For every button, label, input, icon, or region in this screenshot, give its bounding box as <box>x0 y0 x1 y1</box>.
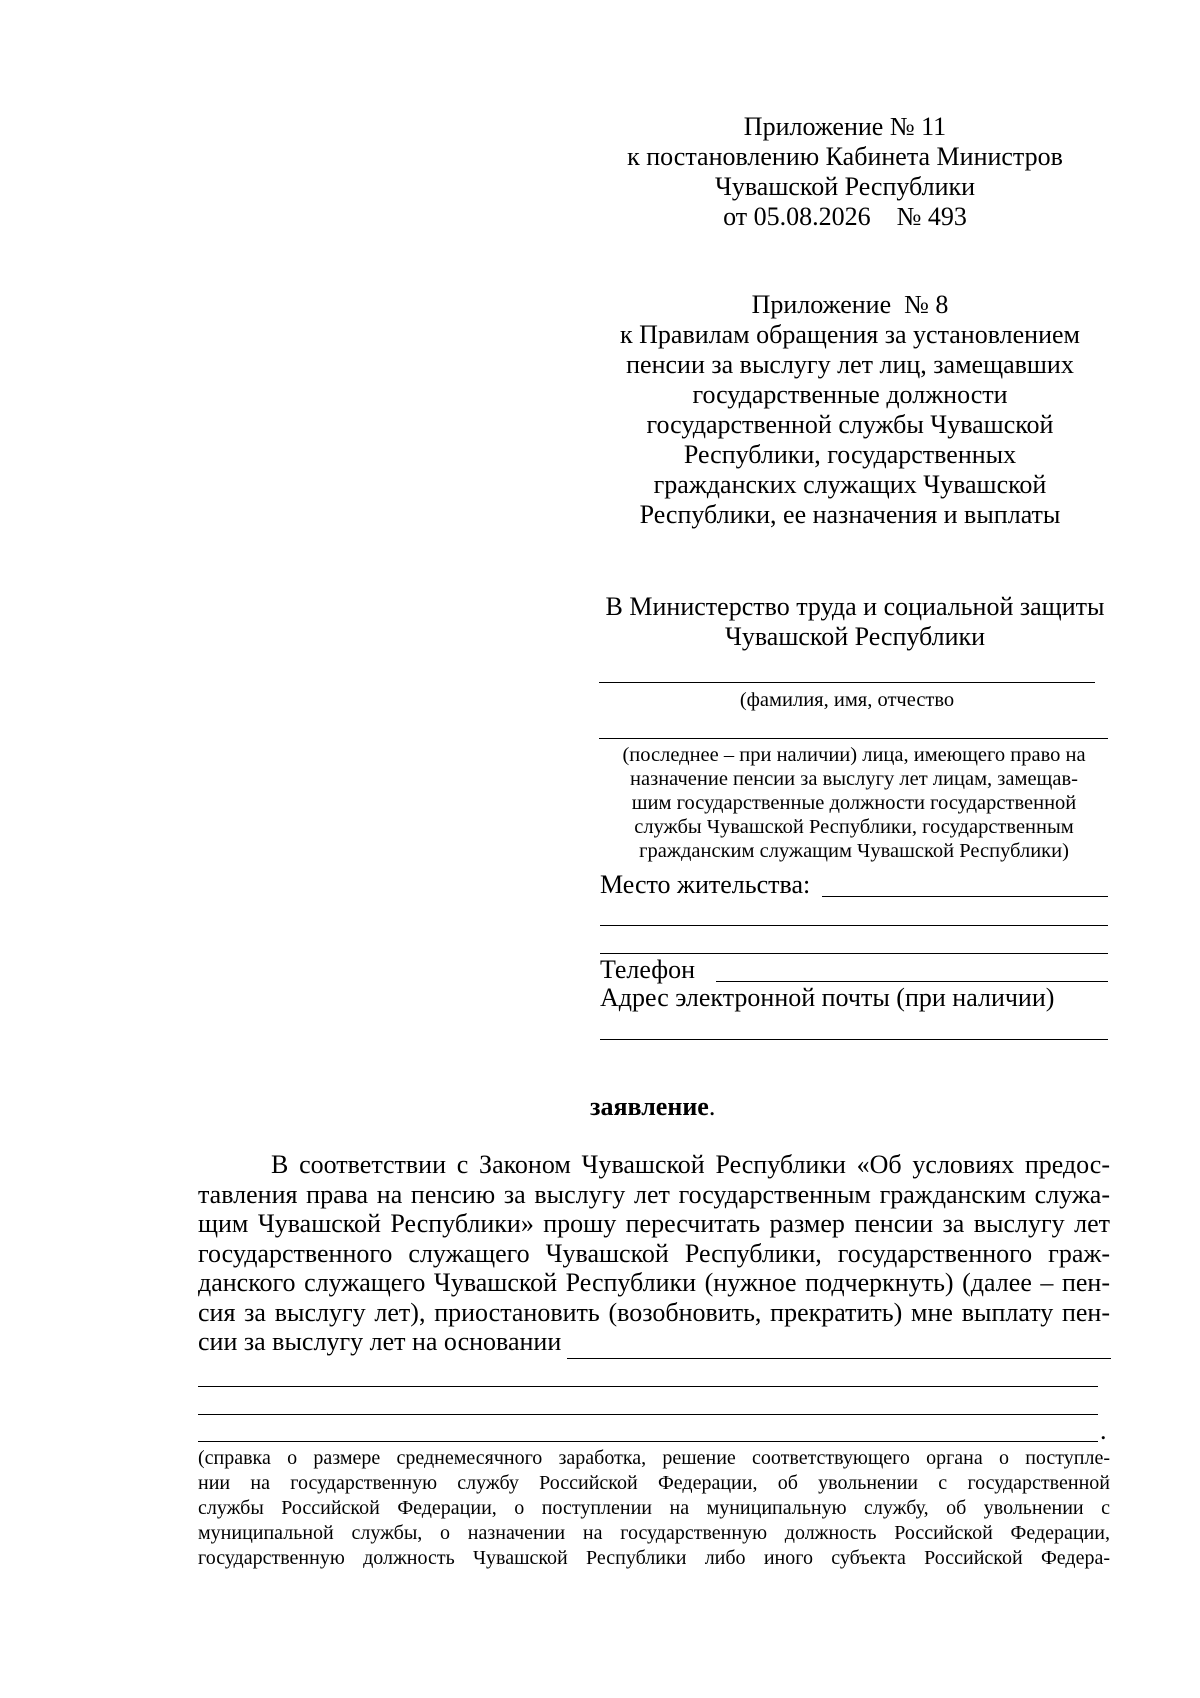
fio-hint-line: назначение пенсии за выслугу лет лицам, замещав- <box>630 768 1078 790</box>
fio-hint-continued <box>594 743 1114 863</box>
basis-input-line-2[interactable] <box>198 1386 1098 1387</box>
residence-label: Место жительства: <box>600 870 811 899</box>
statement-title <box>590 1092 715 1122</box>
fio-input-line-2[interactable] <box>599 738 1108 739</box>
basis-input-line[interactable] <box>567 1358 1111 1359</box>
email-label: Адрес электронной почты (при наличии) <box>600 983 1055 1012</box>
basis-end-dot: . <box>1100 1416 1107 1445</box>
fio-hint: (фамилия, имя, отчество <box>739 689 955 711</box>
note-line: (справка о размере среднемесячного заработка, решение соответствующего органа о поступле- <box>198 1447 1110 1469</box>
addressee-republic: Чувашской Республики <box>724 622 986 651</box>
appendix-8-line: Республики, ее назначения и выплаты <box>639 500 1061 529</box>
appendix-8-line: Приложение № 8 <box>751 290 949 319</box>
appendix-8-header <box>600 290 1100 530</box>
note-line: нии на государственную службу Российской Федерации, об увольнении с государственной <box>198 1472 1110 1494</box>
appendix-11-resolution: к постановлению Кабинета Министров <box>627 142 1063 171</box>
note-line: государственную должность Чувашской Республики либо иного субъекта Российской Федера- <box>198 1547 1110 1569</box>
appendix-8-line: Республики, государственных <box>683 440 1017 469</box>
appendix-8-line: к Правилам обращения за установлением <box>620 320 1080 349</box>
statement-last-line: сии за выслугу лет на основании <box>198 1327 562 1356</box>
fio-hint-line: шим государственные должности государственной <box>631 792 1077 814</box>
appendix-11-number: Приложение № 11 <box>743 112 947 141</box>
statement-line: сия за выслугу лет), приостановить (возобновить, прекратить) мне выплату пен- <box>198 1297 1110 1327</box>
statement-line: государственного служащего Чувашской Республики, государственного граж- <box>198 1238 1110 1268</box>
appendix-8-line: пенсии за выслугу лет лиц, замещавших <box>626 350 1074 379</box>
statement-line: данского служащего Чувашской Республики (нужное подчеркнуть) (далее – пен- <box>198 1268 1110 1297</box>
addressee-ministry: В Министерство труда и социальной защиты <box>605 592 1105 621</box>
statement-title-dot: . <box>708 1092 716 1121</box>
statement-line: тавления права на пенсию за выслугу лет государственным гражданским служа- <box>198 1179 1110 1209</box>
statement-line: щим Чувашской Республики» прошу пересчитать размер пенсии за выслугу лет <box>198 1209 1110 1238</box>
fio-hint-line: (последнее – при наличии) лица, имеющего право на <box>622 744 1086 766</box>
phone-input-line[interactable] <box>716 981 1108 982</box>
appendix-11-republic: Чувашской Республики <box>714 172 976 201</box>
appendix-11-header <box>610 112 1080 232</box>
fio-hint-line: службы Чувашской Республики, государственным <box>634 816 1074 838</box>
appendix-8-line: гражданских служащих Чувашской <box>653 470 1047 499</box>
fio-input-line[interactable] <box>599 682 1095 683</box>
residence-input-line[interactable] <box>822 896 1108 897</box>
statement-title-text: заявление <box>590 1092 709 1121</box>
basis-input-line-3[interactable] <box>198 1414 1098 1415</box>
statement-body <box>198 1150 1110 1357</box>
note-line: муниципальной службы, о назначении на государственную должность Российской Федерации, <box>198 1522 1110 1544</box>
residence-input-line-3[interactable] <box>600 953 1108 954</box>
appendix-8-line: государственной службы Чувашской <box>646 410 1054 439</box>
statement-line <box>198 1327 1110 1357</box>
note-line: службы Российской Федерации, о поступлении на муниципальную службу, об увольнении с <box>198 1497 1110 1519</box>
phone-label: Телефон <box>600 955 696 984</box>
fio-hint-line: гражданским служащим Чувашской Республики) <box>639 840 1069 862</box>
appendix-11-date: от 05.08.2026 № 493 <box>723 202 967 231</box>
statement-line: В соответствии с Законом Чувашской Республики «Об условиях предос- <box>271 1150 1110 1179</box>
appendix-8-line: государственные должности <box>692 380 1008 409</box>
email-input-line[interactable] <box>600 1039 1108 1040</box>
basis-note <box>198 1446 1110 1571</box>
addressee-block <box>590 592 1120 652</box>
basis-input-line-4[interactable] <box>198 1441 1098 1442</box>
residence-input-line-2[interactable] <box>600 925 1108 926</box>
